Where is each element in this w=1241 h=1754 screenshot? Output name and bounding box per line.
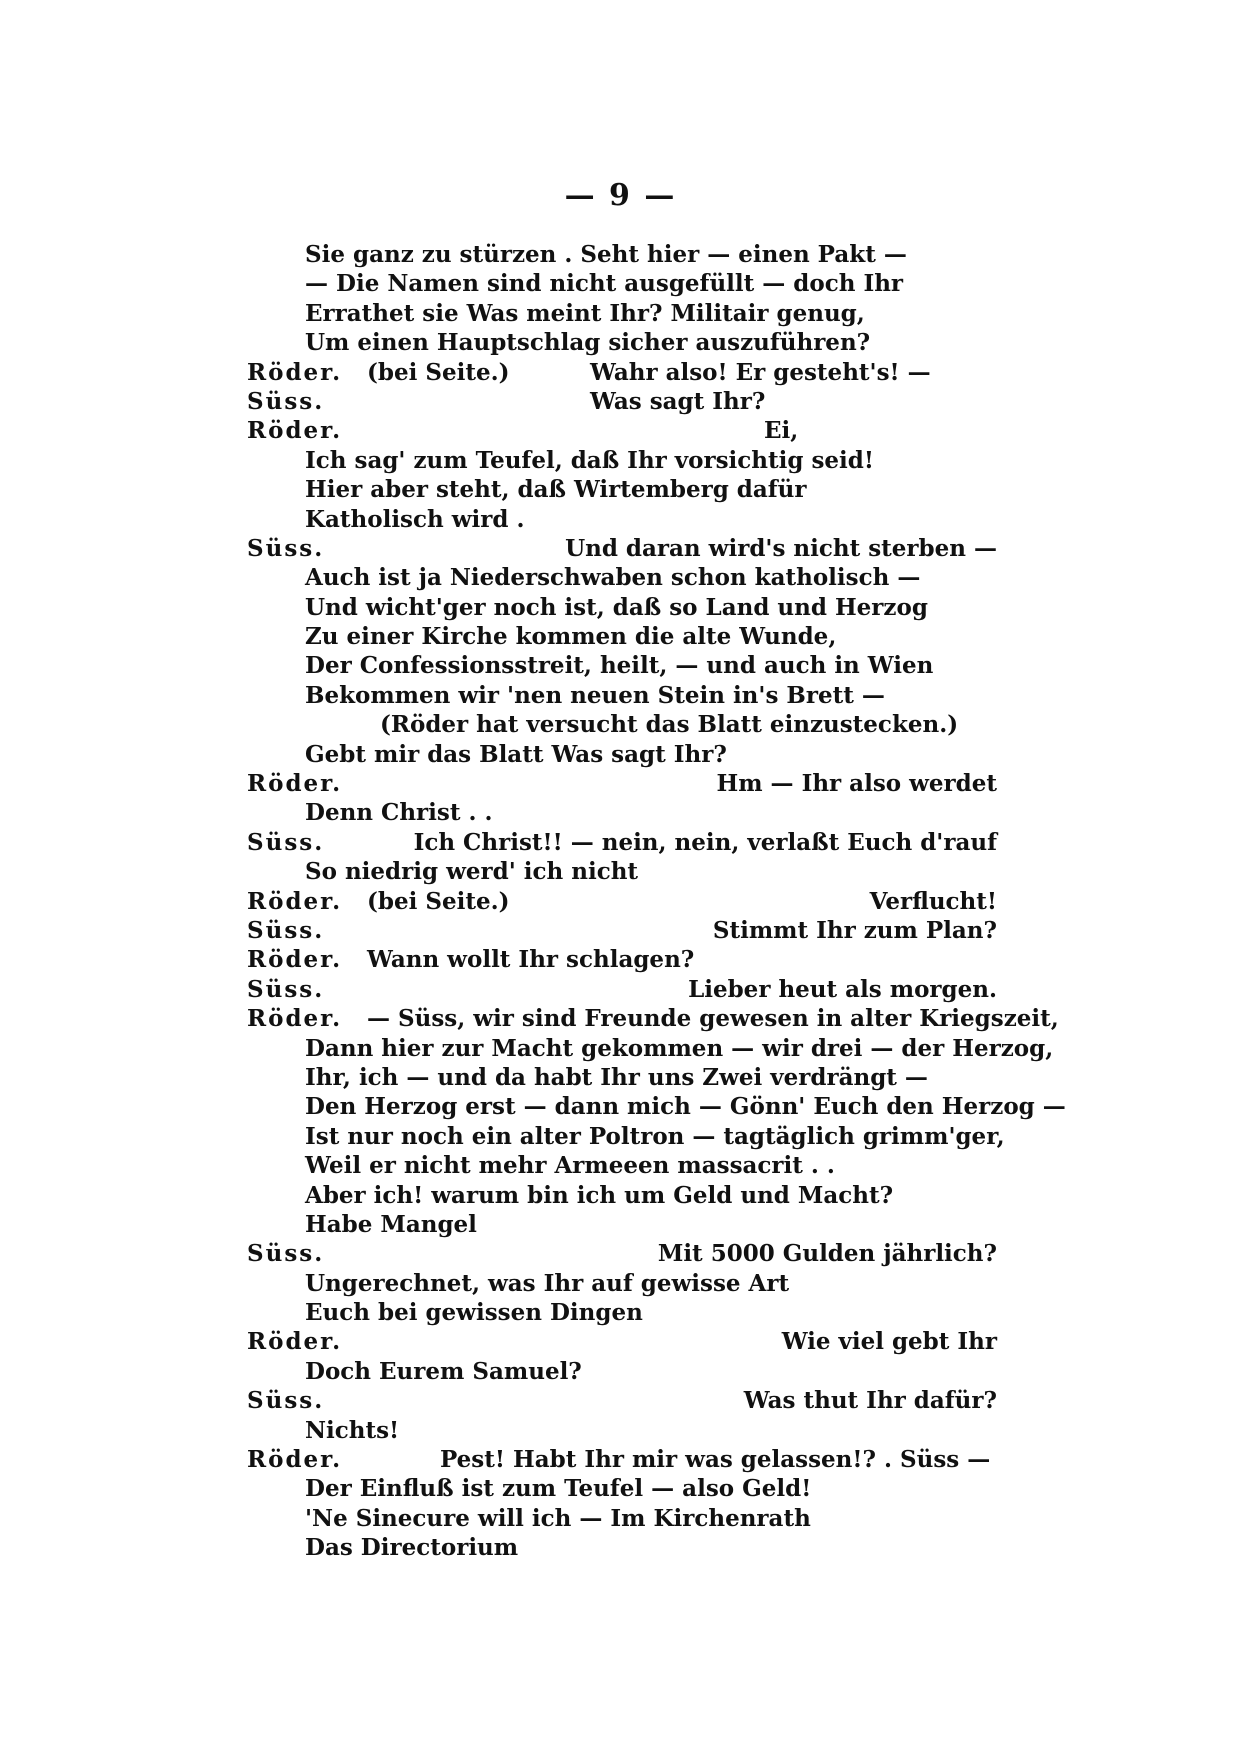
speaker-name: Süss.: [247, 1387, 325, 1415]
speaker-name: Süss.: [247, 534, 325, 562]
verse-text: Ungerechnet, was Ihr auf gewisse Art: [305, 1269, 790, 1297]
verse-text: Ich sag' zum Teufel, daß Ihr vorsichtig seid!: [305, 446, 874, 474]
speaker-name: Röder.: [247, 1446, 343, 1474]
text-line: [0, 1416, 1241, 1445]
verse-text: Weil er nicht mehr Armeeen massacrit . .: [305, 1152, 835, 1180]
text-line: [0, 446, 1241, 475]
verse-text: Nichts!: [305, 1416, 400, 1444]
speaker-name: Röder.: [247, 770, 343, 798]
speaker-name: Röder.: [247, 1005, 343, 1033]
verse-text: Der Confessionsstreit, heilt, — und auch in Wien: [305, 652, 934, 680]
text-line: [0, 1504, 1241, 1533]
page-number: — 9 —: [564, 178, 677, 213]
text-line: [0, 328, 1241, 357]
text-line: [0, 593, 1241, 622]
verse-text: Den Herzog erst — dann mich — Gönn' Euch den Herzog —: [305, 1093, 1066, 1121]
text-line: [0, 1298, 1241, 1327]
text-line: [0, 975, 1241, 1004]
verse-text: Denn Christ . .: [305, 799, 493, 827]
speaker-name: Süss.: [247, 1240, 325, 1268]
text-line: [0, 240, 1241, 269]
text-line: [0, 740, 1241, 769]
speaker-name: Röder.: [247, 358, 343, 386]
aside-direction: (bei Seite.): [367, 887, 510, 915]
speech-text: Wie viel gebt Ihr: [781, 1328, 997, 1356]
text-line: [0, 887, 1241, 916]
verse-text: Gebt mir das Blatt Was sagt Ihr?: [305, 740, 727, 768]
speech-text: Und daran wird's nicht sterben —: [565, 534, 997, 562]
verse-text: So niedrig werd' ich nicht: [305, 858, 639, 886]
verse-text: Errathet sie Was meint Ihr? Militair genug,: [305, 299, 865, 327]
speech-text: Pest! Habt Ihr mir was gelassen!? . Süss —: [440, 1446, 991, 1474]
verse-text: Bekommen wir 'nen neuen Stein in's Brett —: [305, 681, 885, 709]
verse-text: Um einen Hauptschlag sicher auszuführen?: [305, 329, 871, 357]
aside-direction: (bei Seite.): [367, 358, 510, 386]
speaker-name: Süss.: [247, 828, 325, 856]
text-line: [0, 769, 1241, 798]
text-line: [0, 1122, 1241, 1151]
text-line: [0, 1239, 1241, 1268]
text-line: [0, 1034, 1241, 1063]
text-line: [0, 1357, 1241, 1386]
speech-text: Was thut Ihr dafür?: [743, 1387, 997, 1415]
verse-text: Euch bei gewissen Dingen: [305, 1299, 643, 1327]
text-line: [0, 945, 1241, 974]
text-line: [0, 622, 1241, 651]
speaker-name: Röder.: [247, 1328, 343, 1356]
text-line: [0, 387, 1241, 416]
text-line: [0, 475, 1241, 504]
text-lines: [0, 240, 1241, 1563]
verse-text: Ihr, ich — und da habt Ihr uns Zwei verdrängt —: [305, 1063, 928, 1091]
verse-text: Und wicht'ger noch ist, daß so Land und Herzog: [305, 593, 928, 621]
speech-text: — Süss, wir sind Freunde gewesen in alter Kriegszeit,: [367, 1005, 1059, 1033]
verse-text: Ist nur noch ein alter Poltron — tagtäglich grimm'ger,: [305, 1122, 1005, 1150]
speaker-name: Röder.: [247, 946, 343, 974]
verse-text: Der Einfluß ist zum Teufel — also Geld!: [305, 1475, 812, 1503]
text-line: [0, 1327, 1241, 1356]
verse-text: Habe Mangel: [305, 1210, 477, 1238]
verse-text: Katholisch wird .: [305, 505, 525, 533]
text-line: [0, 416, 1241, 445]
speaker-name: Süss.: [247, 387, 325, 415]
text-line: [0, 1063, 1241, 1092]
text-line: [0, 798, 1241, 827]
text-line: [0, 1533, 1241, 1562]
text-line: [0, 1386, 1241, 1415]
text-line: [0, 916, 1241, 945]
text-line: [0, 710, 1241, 739]
speech-text: Wahr also! Er gesteht's! —: [590, 358, 931, 386]
text-line: [0, 1092, 1241, 1121]
text-line: [0, 828, 1241, 857]
speech-text: Mit 5000 Gulden jährlich?: [657, 1240, 997, 1268]
speech-text: Ei,: [764, 417, 799, 445]
text-line: [0, 1181, 1241, 1210]
verse-text: Sie ganz zu stürzen . Seht hier — einen Pakt —: [305, 241, 907, 268]
text-line: [0, 1004, 1241, 1033]
text-line: [0, 651, 1241, 680]
speech-text: Hm — Ihr also werdet: [716, 770, 997, 798]
speaker-name: Süss.: [247, 916, 325, 944]
verse-text: Auch ist ja Niederschwaben schon katholisch —: [305, 564, 921, 592]
text-line: [0, 269, 1241, 298]
text-line: [0, 681, 1241, 710]
text-line: [0, 534, 1241, 563]
speech-text: Lieber heut als morgen.: [688, 975, 997, 1003]
text-line: [0, 1151, 1241, 1180]
speech-text: Was sagt Ihr?: [590, 387, 766, 415]
verse-text: Dann hier zur Macht gekommen — wir drei — der Herzog,: [305, 1034, 1054, 1062]
speech-text: Wann wollt Ihr schlagen?: [367, 946, 695, 974]
text-line: [0, 857, 1241, 886]
speaker-name: Röder.: [247, 887, 343, 915]
speaker-name: Röder.: [247, 417, 343, 445]
text-line: [0, 1269, 1241, 1298]
text-line: [0, 358, 1241, 387]
verse-text: Aber ich! warum bin ich um Geld und Macht?: [305, 1181, 894, 1209]
verse-text: Zu einer Kirche kommen die alte Wunde,: [305, 623, 837, 651]
verse-text: — Die Namen sind nicht ausgefüllt — doch Ihr: [305, 270, 904, 298]
text-line: [0, 1445, 1241, 1474]
text-line: [0, 1210, 1241, 1239]
verse-text: 'Ne Sinecure will ich — Im Kirchenrath: [305, 1504, 811, 1532]
verse-text: Das Directorium: [305, 1534, 519, 1562]
verse-text: Doch Eurem Samuel?: [305, 1357, 582, 1385]
stage-direction: (Röder hat versucht das Blatt einzustecken.): [380, 711, 959, 739]
text-line: [0, 1474, 1241, 1503]
verse-text: Hier aber steht, daß Wirtemberg dafür: [305, 476, 807, 504]
speech-text: Stimmt Ihr zum Plan?: [712, 916, 997, 944]
text-line: [0, 563, 1241, 592]
speech-text: Verflucht!: [869, 887, 997, 915]
text-line: [0, 505, 1241, 534]
speech-text: Ich Christ!! — nein, nein, verlaßt Euch d'rauf: [413, 828, 997, 856]
text-line: [0, 299, 1241, 328]
speaker-name: Süss.: [247, 975, 325, 1003]
